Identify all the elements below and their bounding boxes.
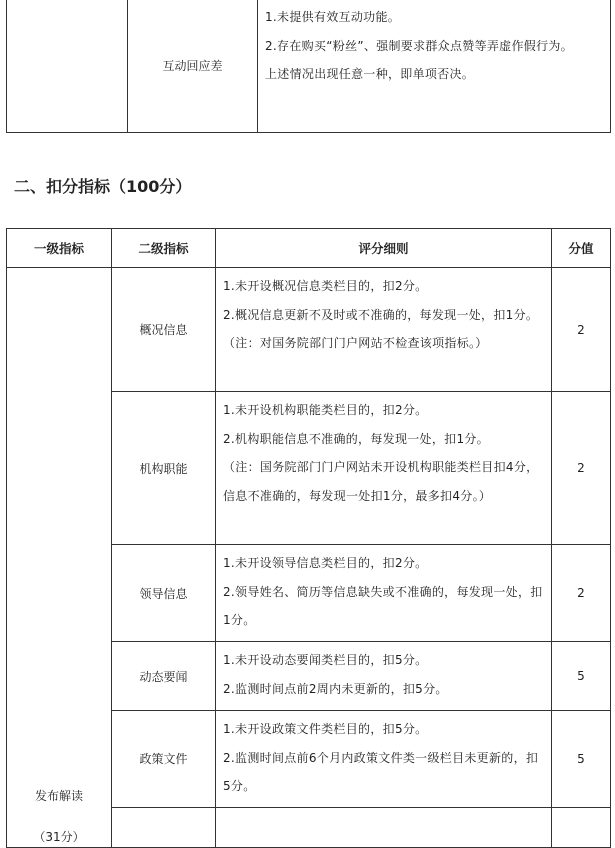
header-score: 分值: [552, 229, 611, 268]
section-title: 二、扣分指标（100分）: [14, 177, 192, 196]
score-cell-empty: [552, 807, 611, 847]
score-cell: 2: [552, 268, 611, 392]
level2-cell-empty: [112, 807, 216, 847]
header-level1: 一级指标: [7, 229, 112, 268]
rules-cell-empty: [216, 807, 552, 847]
level2-cell: 领导信息: [112, 545, 216, 642]
level1-label: 发布解读: [34, 788, 83, 803]
rule-line: （注：国务院部门门户网站未开设机构职能类栏目扣4分，信息不准确的，每发现一处扣1分，最多扣4分。）: [223, 460, 539, 503]
level1-cell-empty: [7, 0, 128, 133]
rule-line: 1.未开设机构职能类栏目的，扣2分。: [223, 403, 428, 417]
rules-cell: [216, 392, 552, 545]
rule-line: 2.概况信息更新不及时或不准确的，每发现一处，扣1分。: [223, 307, 539, 322]
rules-cell: [216, 642, 552, 711]
header-rules: 评分细则: [216, 229, 552, 268]
score-cell: 5: [552, 642, 611, 711]
header-row: [7, 229, 611, 268]
deduction-table: [6, 228, 611, 848]
level2-cell: 机构职能: [112, 392, 216, 545]
rules-cell: [216, 268, 552, 392]
rule-line: 1.未开设概况信息类栏目的，扣2分。: [223, 279, 428, 293]
rule-line: 1.未开设动态要闻类栏目的，扣5分。: [223, 653, 428, 667]
rule-line: （注：对国务院部门门户网站不检查该项指标。）: [223, 336, 488, 350]
level2-cell: 概况信息: [112, 268, 216, 392]
rule-line: 1.未开设领导信息类栏目的，扣2分。: [223, 556, 428, 570]
level1-cell: [7, 268, 112, 848]
level2-cell: 互动回应差: [128, 0, 258, 133]
rule-line: 1.未提供有效互动功能。: [265, 10, 401, 24]
score-cell: 5: [552, 711, 611, 808]
table-row: [7, 268, 611, 392]
rule-line: 2.监测时间点前2周内未更新的，扣5分。: [223, 681, 448, 696]
score-cell: 2: [552, 545, 611, 642]
level2-cell: 动态要闻: [112, 642, 216, 711]
rule-line: 2.存在购买“粉丝”、强制要求群众点赞等弄虚作假行为。: [265, 38, 573, 53]
header-level2: 二级指标: [112, 229, 216, 268]
top-table: [6, 0, 611, 133]
rule-line: 2.领导姓名、简历等信息缺失或不准确的，每发现一处，扣1分。: [223, 584, 543, 627]
rules-cell: [258, 0, 611, 133]
rule-line: 2.机构职能信息不准确的，每发现一处，扣1分。: [223, 431, 489, 446]
table-row: [7, 0, 611, 133]
level2-cell: 政策文件: [112, 711, 216, 808]
rule-line: 上述情况出现任意一种，即单项否决。: [265, 67, 475, 81]
rules-cell: [216, 545, 552, 642]
rules-cell: [216, 711, 552, 808]
rule-line: 1.未开设政策文件类栏目的，扣5分。: [223, 722, 428, 736]
score-cell: 2: [552, 392, 611, 545]
rule-line: 2.监测时间点前6个月内政策文件类一级栏目未更新的，扣5分。: [223, 750, 539, 793]
level1-score: （31分）: [33, 829, 85, 844]
